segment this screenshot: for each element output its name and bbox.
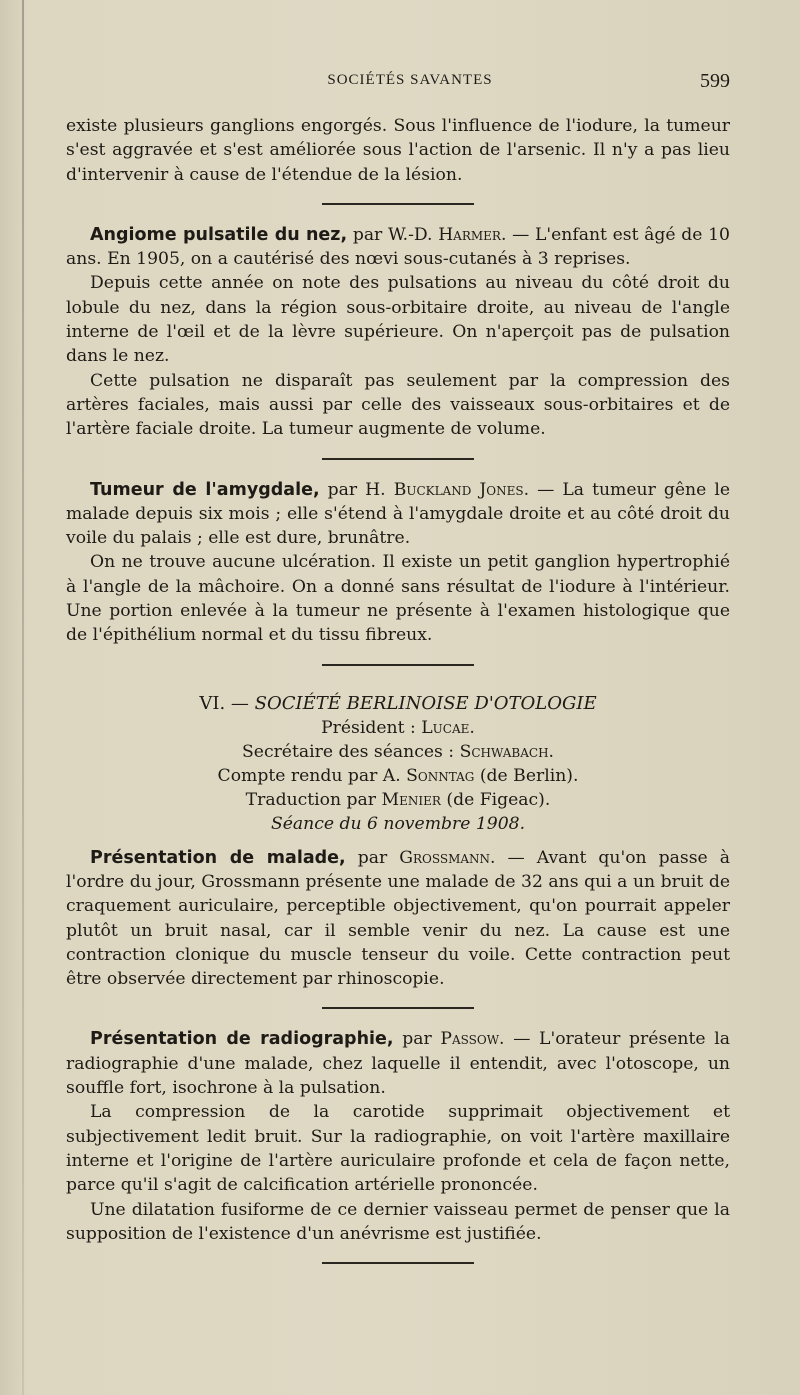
society-president: Président : Lucae.	[321, 717, 475, 738]
page-number: 599	[700, 70, 730, 92]
angiome-paragraph-2: Depuis cette année on note des pulsations au niveau du côté droit du lobule du nez, dans la région sous-orbitaire droite, au niveau de l'angle interne de l'œil et de la lèvre supérieure. On n'aperçoit pas de pulsation dans le nez.	[66, 273, 730, 367]
tumeur-author: Buckland Jones	[393, 479, 524, 500]
section-presentation-radiographie	[66, 1027, 730, 1246]
radiographie-paragraph-2: La compression de la carotide supprimait objectivement et subjectivement ledit bruit. Sur la radiographie, on voit l'artère maxillaire interne et l'origine de l'artère auriculaire profonde et cela de façon nette, parce qu'il s'agit de calcification artérielle prononcée.	[66, 1102, 730, 1196]
section-angiome	[66, 223, 730, 442]
malade-lead: Présentation de malade, par Grossmann. — Avant qu'on passe à l'ordre du jour, Grossmann présente une malade de 32 ans qui a un bruit de craquement auriculaire, perceptible objectivement, qu'on pourrait appeler plutôt un bruit nasal, car il semble venir du nez. La cause est une contraction clonique du muscle tenseur du voile. Cette contraction peut être observée directement par rhinoscopie.	[66, 847, 730, 990]
running-title: SOCIÉTÉS SAVANTES	[327, 72, 493, 88]
section-presentation-malade	[66, 846, 730, 992]
angiome-lead: Angiome pulsatile du nez, par W.-D. Harmer. — L'enfant est âgé de 10 ans. En 1905, on a cautérisé des nœvi sous-cutanés à 3 reprises.	[66, 224, 730, 270]
separator-rule	[322, 1262, 474, 1264]
separator-rule	[322, 1007, 474, 1009]
angiome-author: Harmer	[438, 224, 501, 245]
intro-paragraph: existe plusieurs ganglions engorgés. Sous l'influence de l'iodure, la tumeur s'est aggravée et s'est améliorée sous l'action de l'arsenic. Il n'y a pas lieu d'intervenir à cause de l'étendue de la lésion.	[66, 116, 730, 185]
session-date: Séance du 6 novembre 1908.	[270, 813, 526, 834]
society-title: VI. — SOCIÉTÉ BERLINOISE D'OTOLOGIE	[199, 692, 597, 714]
radiographie-paragraph-3: Une dilatation fusiforme de ce dernier vaisseau permet de penser que la supposition de l'existence d'un anévrisme est justifiée.	[66, 1199, 730, 1244]
tumeur-title: Tumeur de l'amygdale,	[90, 479, 320, 500]
page-content	[66, 114, 730, 1282]
tumeur-lead: Tumeur de l'amygdale, par H. Buckland Jones. — La tumeur gêne le malade depuis six mois ; elle s'étend à l'amygdale droite et au côté droit du voile du palais ; elle est dure, brunâtre.	[66, 479, 730, 549]
binding-edge	[22, 0, 24, 1395]
society-translation: Traduction par Menier (de Figeac).	[245, 789, 551, 810]
society-block	[66, 692, 730, 836]
radiographie-author: Passow	[440, 1029, 500, 1050]
radiographie-lead: Présentation de radiographie, par Passow. — L'orateur présente la radiographie d'une malade, chez laquelle il entendit, avec l'otoscope, un souffle fort, isochrone à la pulsation.	[66, 1029, 731, 1099]
tumeur-paragraph-2: On ne trouve aucune ulcération. Il existe un petit ganglion hypertrophié à l'angle de la mâchoire. On a donné sans résultat de l'iodure à l'intérieur. Une portion enlevée à la tumeur ne présente à l'examen histologique que de l'épithélium normal et du tissu fibreux.	[66, 552, 730, 646]
separator-rule	[322, 458, 474, 460]
malade-title: Présentation de malade,	[90, 847, 346, 868]
angiome-paragraph-3: Cette pulsation ne disparaît pas seulement par la compression des artères faciales, mais aussi par celle des vaisseaux sous-orbitaires et de l'artère faciale droite. La tumeur augmente de volume.	[66, 370, 730, 440]
society-report: Compte rendu par A. Sonntag (de Berlin).	[217, 765, 579, 786]
section-tumeur	[66, 478, 730, 648]
separator-rule	[322, 664, 474, 666]
society-secretary: Secrétaire des séances : Schwabach.	[242, 741, 554, 762]
separator-rule	[322, 203, 474, 205]
malade-author: Grossmann	[399, 847, 491, 868]
angiome-title: Angiome pulsatile du nez,	[90, 224, 348, 245]
radiographie-title: Présentation de radiographie,	[90, 1029, 394, 1050]
page-header	[90, 72, 730, 98]
